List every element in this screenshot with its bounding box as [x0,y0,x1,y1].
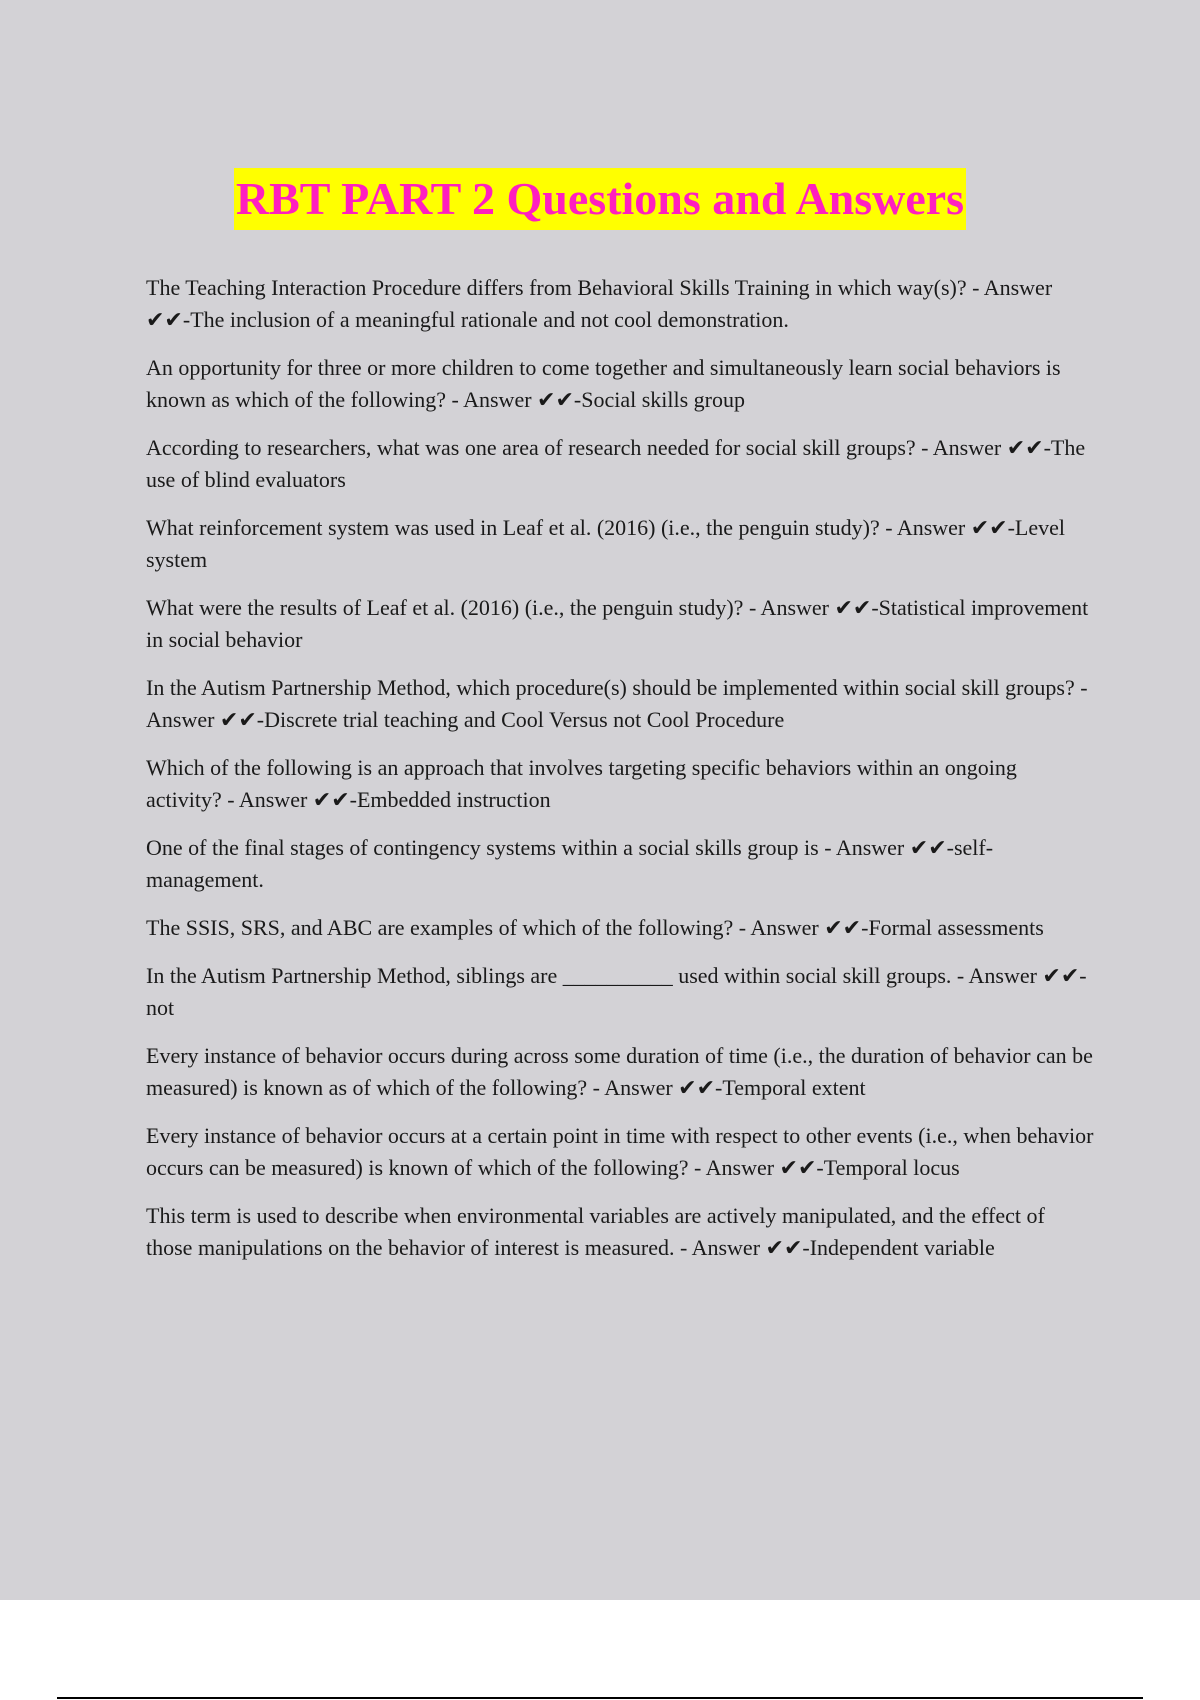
title-container [0,168,1200,230]
qa-item: What were the results of Leaf et al. (2016) (i.e., the penguin study)? - Answer ✔✔-Statistical improvement in social behavior [146,595,1089,652]
qa-item: One of the final stages of contingency systems within a social skills group is - Answer ✔✔-self-management. [146,835,994,892]
qa-item: Every instance of behavior occurs at a certain point in time with respect to other events (i.e., when behavior occurs can be measured) is known of which of the following? - Answer ✔✔-Temporal locus [146,1123,1094,1180]
qa-item: An opportunity for three or more children to come together and simultaneously learn social behaviors is known as which of the following? - Answer ✔✔-Social skills group [146,355,1061,412]
qa-item: Every instance of behavior occurs during across some duration of time (i.e., the duration of behavior can be measured) is known as of which of the following? - Answer ✔✔-Temporal extent [146,1043,1093,1100]
qa-item: In the Autism Partnership Method, which procedure(s) should be implemented within social skill groups? - Answer ✔✔-Discrete trial teaching and Cool Versus not Cool Procedure [146,675,1088,732]
qa-item: According to researchers, what was one area of research needed for social skill groups? - Answer ✔✔-The use of blind evaluators [146,435,1086,492]
qa-item: The SSIS, SRS, and ABC are examples of which of the following? - Answer ✔✔-Formal assessments [146,915,1044,940]
footer-divider [57,1697,1143,1699]
qa-item: The Teaching Interaction Procedure differs from Behavioral Skills Training in which way(s)? - Answer ✔✔-The inclusion of a meaningful rationale and not cool demonstration. [146,275,1053,332]
qa-item: Which of the following is an approach that involves targeting specific behaviors within an ongoing activity? - Answer ✔✔-Embedded instruction [146,755,1017,812]
qa-item: This term is used to describe when environmental variables are actively manipulated, and the effect of those manipulations on the behavior of interest is measured. - Answer ✔✔-Independent variable [146,1203,1045,1260]
qa-item: What reinforcement system was used in Leaf et al. (2016) (i.e., the penguin study)? - Answer ✔✔-Level system [146,515,1066,572]
qa-list [146,272,1096,1280]
qa-item: In the Autism Partnership Method, siblings are __________ used within social skill groups. - Answer ✔✔-not [146,963,1087,1020]
document-title: RBT PART 2 Questions and Answers [234,168,966,230]
